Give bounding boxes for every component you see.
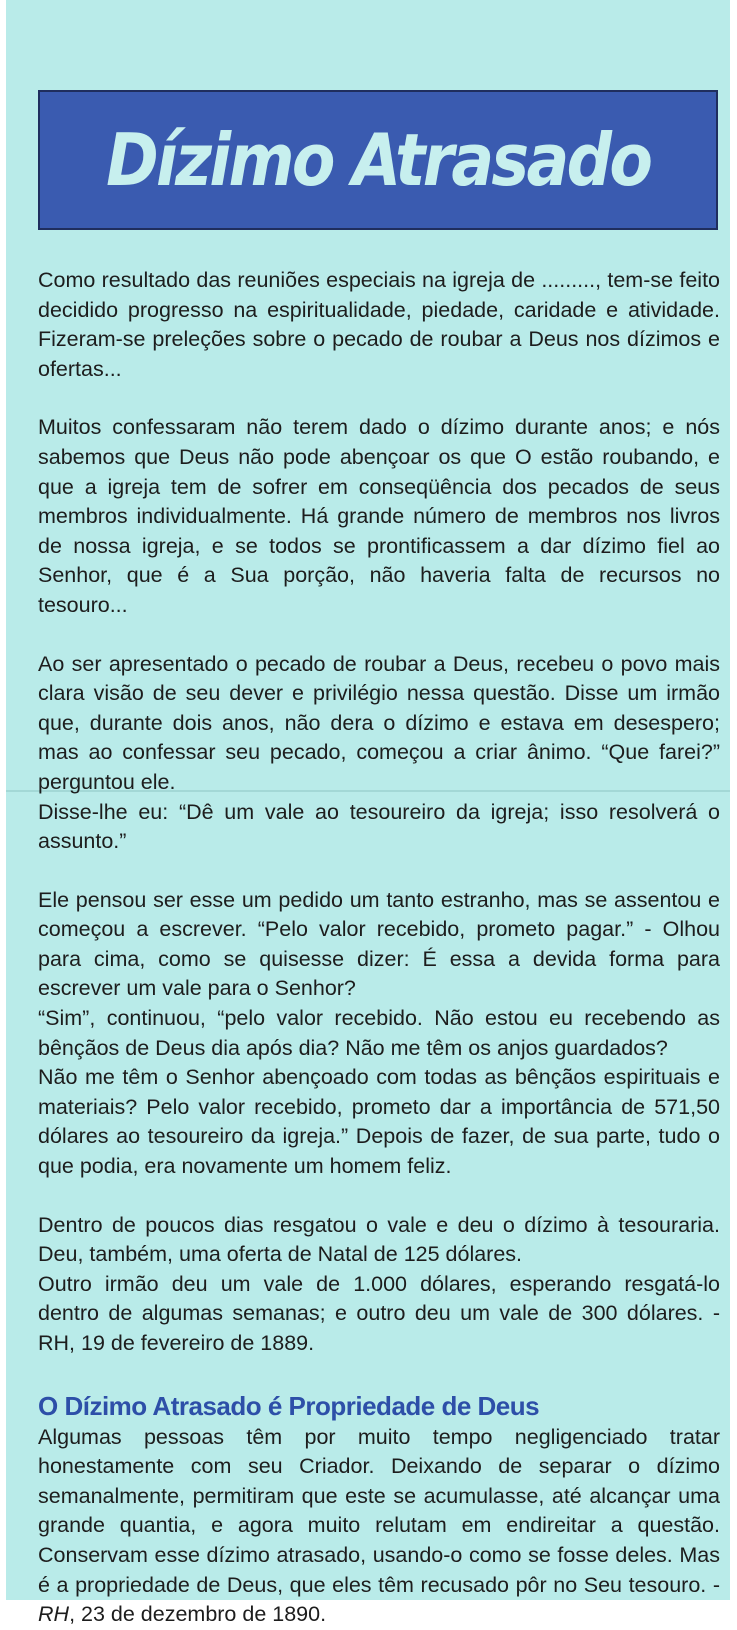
paragraph-5: Ele pensou ser esse um pedido um tanto estranho, mas se assentou e começou a escrever. “Pelo valor recebido, prometo pagar.” - Olhou para cima, como se quisesse dizer: É essa a devida forma para escrever um vale para o Senhor? (38, 887, 720, 1001)
page-title: Dízimo Atrasado (105, 118, 651, 202)
paragraph-7: Não me têm o Senhor abençoado com todas as bênçãos espirituais e materiais? Pelo valor recebido, prometo dar a importância de 571,50 dólares ao tesoureiro da igreja.” Depois de fazer, de sua parte, tudo o que podia, era novamente um homem feliz. (38, 1065, 720, 1179)
paragraph-4: Disse-lhe eu: “Dê um vale ao tesoureiro da igreja; isso resolverá o assunto.” (38, 799, 720, 854)
paragraph-8: Dentro de poucos dias resgatou o vale e deu o dízimo à tesouraria. Deu, também, uma oferta de Natal de 125 dólares. (38, 1212, 720, 1267)
final-paragraph (38, 1423, 720, 1630)
paragraph-2: Muitos confessaram não terem dado o dízimo durante anos; e nós sabemos que Deus não pode abençoar os que O estão roubando, e que a igreja tem de sofrer em conseqüência dos pecados de seus membros individualmente. Há grande número de membros nos livros de nossa igreja, e se todos se prontificassem a dar dízimo fiel ao Senhor, que é a Sua porção, não haveria falta de recursos no tesouro... (38, 415, 720, 617)
source-date: , 23 de dezembro de 1890. (69, 1602, 327, 1627)
article-body (38, 266, 720, 1630)
final-paragraph-text: Algumas pessoas têm por muito tempo negligenciado tratar honestamente com seu Criador. Deixando de separar o dízimo semanalmente, permitiram que este se acumulasse, até alcançar uma grande quantia, e agora muito relutam em endireitar a questão. Conservam esse dízimo atrasado, usando-o como se fosse deles. Mas é a propriedade de Deus, que eles têm recusado pôr no Seu tesouro. - (38, 1424, 720, 1597)
title-banner (38, 90, 718, 230)
paragraph-9: Outro irmão deu um vale de 1.000 dólares, esperando resgatá-lo dentro de algumas semanas; e outro deu um vale de 300 dólares. - RH, 19 de fevereiro de 1889. (38, 1271, 720, 1355)
paragraph-1: Como resultado das reuniões especiais na igreja de ........., tem-se feito decidido progresso na espiritualidade, piedade, caridade e atividade. Fizeram-se preleções sobre o pecado de roubar a Deus nos dízimos e ofertas... (38, 268, 720, 381)
source-abbreviation: RH (38, 1602, 70, 1627)
leaflet-page (6, 0, 730, 1627)
paragraph-6: “Sim”, continuou, “pelo valor recebido. Não estou eu recebendo as bênçãos de Deus dia após dia? Não me têm os anjos guardados? (38, 1006, 720, 1060)
section-heading: O Dízimo Atrasado é Propriedade de Deus (38, 1390, 540, 1421)
paragraph-3: Ao ser apresentado o pecado de roubar a Deus, recebeu o povo mais clara visão de seu dever e privilégio nessa questão. Disse um irmão que, durante dois anos, não dera o dízimo e estava em desespero; mas ao confessar seu pecado, começou a criar ânimo. “Que farei?” perguntou ele. (38, 651, 720, 794)
